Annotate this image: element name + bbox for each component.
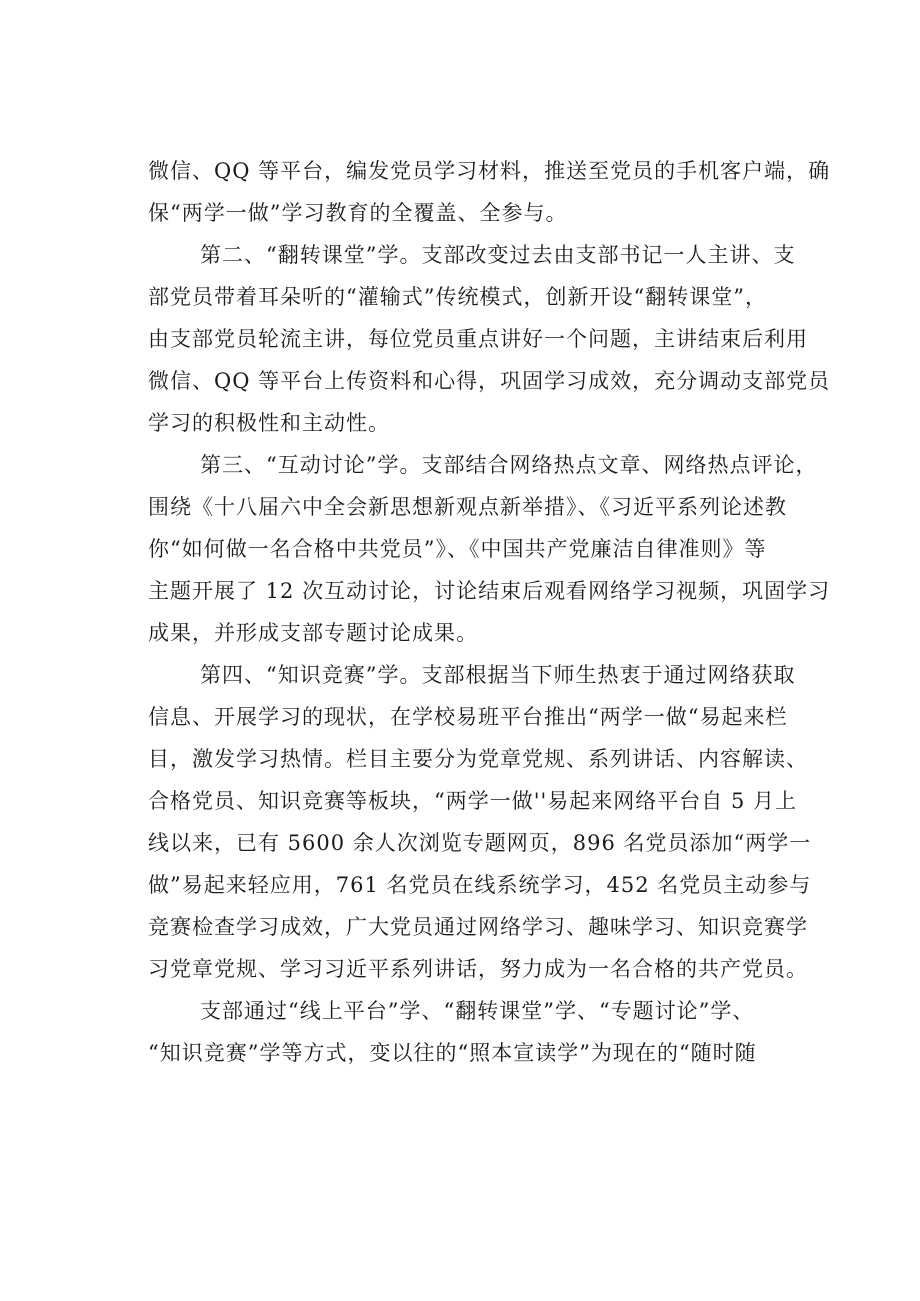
paragraph-line: 第二、“翻转课堂”学。支部改变过去由支部书记一人主讲、支	[200, 243, 796, 267]
paragraph-summary	[148, 990, 828, 1074]
paragraph-line: 信息、开展学习的现状，在学校易班平台推出“两学一做“易起来栏	[148, 705, 788, 729]
paragraph-interactive-discussion	[148, 444, 831, 654]
paragraph-line: 微信、QQ 等平台，编发党员学习材料，推送至党员的手机客户端，确	[148, 159, 831, 183]
paragraph-line: 支部通过“线上平台”学、“翻转课堂”学、“专题讨论”学、	[200, 999, 755, 1023]
paragraph-line: 围绕《十八届六中全会新思想新观点新举措》、《习近平系列论述教	[148, 495, 787, 519]
paragraph-line: 目，激发学习热情。栏目主要分为党章党规、系列讲话、内容解读、	[148, 747, 808, 771]
paragraph-knowledge-contest	[148, 654, 828, 990]
paragraph-line: 学习的积极性和主动性。	[148, 411, 390, 435]
paragraph-line: 你“如何做一名合格中共党员”》、《中国共产党廉洁自律准则》等	[148, 537, 767, 561]
document-body	[148, 150, 831, 1074]
paragraph-line: 微信、QQ 等平台上传资料和心得，巩固学习成效，充分调动支部党员	[148, 369, 831, 393]
paragraph-line: 部党员带着耳朵听的“灌输式”传统模式，创新开设“翻转课堂”，	[148, 285, 767, 309]
paragraph-flipped-classroom	[148, 234, 831, 444]
paragraph-line: 第四、“知识竞赛”学。支部根据当下师生热衷于通过网络获取	[200, 663, 796, 687]
paragraph-line: “知识竞赛”学等方式，变以往的“照本宣读学”为现在的“随时随	[148, 1041, 757, 1065]
paragraph-line: 做”易起来轻应用，761 名党员在线系统学习，452 名党员主动参与	[148, 873, 812, 897]
paragraph-line: 由支部党员轮流主讲，每位党员重点讲好一个问题，主讲结束后利用	[148, 327, 808, 351]
paragraph-line: 竞赛检查学习成效，广大党员通过网络学习、趣味学习、知识竞赛学	[148, 915, 808, 939]
paragraph-line: 习党章党规、学习习近平系列讲话，努力成为一名合格的共产党员。	[148, 957, 808, 981]
paragraph-line: 线以来，已有 5600 余人次浏览专题网页，896 名党员添加“两学一	[148, 831, 812, 855]
paragraph-line: 主题开展了 12 次互动讨论，讨论结束后观看网络学习视频，巩固学习	[148, 579, 831, 603]
paragraph-line: 成果，并形成支部专题讨论成果。	[148, 621, 478, 645]
paragraph-line: 保“两学一做”学习教育的全覆盖、全参与。	[148, 201, 568, 225]
paragraph-continued	[148, 150, 831, 234]
paragraph-line: 合格党员、知识竞赛等板块，“两学一做''易起来网络平台自 5 月上	[148, 789, 797, 813]
paragraph-line: 第三、“互动讨论”学。支部结合网络热点文章、网络热点评论，	[200, 453, 818, 477]
